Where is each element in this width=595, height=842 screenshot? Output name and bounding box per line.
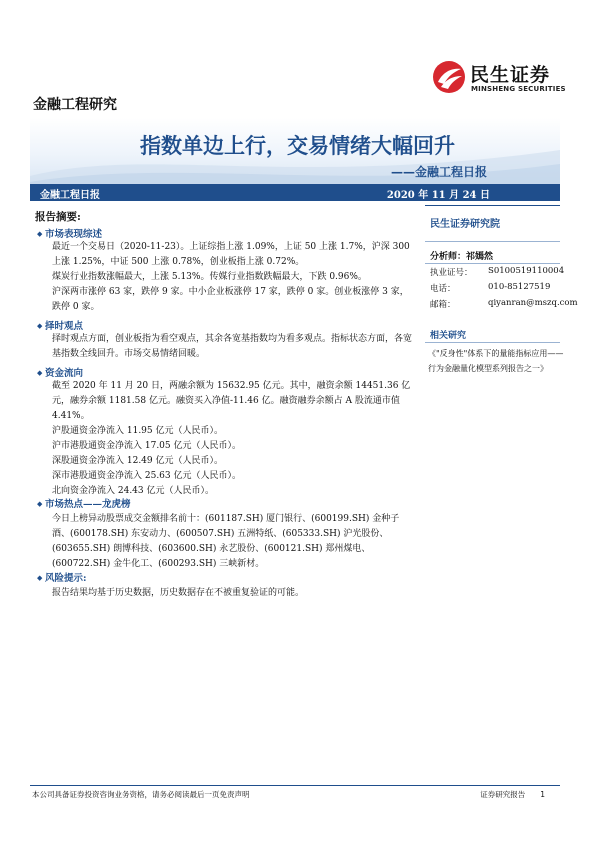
row-label: 邮箱：	[430, 300, 456, 310]
paragraph: 今日上榜异动股票成交金额排名前十：(601187.SH) 厦门银行、(600199.SH) 金种子酒、(600178.SH) 东安动力、(600507.SH) 五洲特纸、(605333.SH) 沪光股份、(603655.SH) 朗博科技、(603600.SH) 永艺股份、(600121.SH) 郑州煤电、(600722.SH) 金牛化工、(600293.SH) 三峡新材。	[52, 514, 400, 569]
paragraph: 最近一个交易日（2020-11-23）。上证综指上涨 1.09%，上证 50 上涨 1.7%，沪深 300 上涨 1.25%，中证 500 上涨 0.78%，创业板指上涨 0.72%。	[52, 242, 410, 267]
paragraph: 择时观点方面，创业板指为看空观点，其余各宽基指数均为看多观点。指标状态方面，各宽基指数全线回升。市场交易情绪回暖。	[52, 334, 413, 359]
related-report-link-continued[interactable]: 行为金融量化模型系列报告之一》	[428, 364, 548, 373]
analyst-name: 分析师：祁嫣然	[430, 252, 494, 262]
divider	[425, 205, 560, 206]
report-date: 2020 年 11 月 24 日	[386, 190, 490, 201]
row-label: 电话：	[430, 284, 456, 294]
report-type: 金融工程日报	[40, 190, 100, 201]
bullet-icon: ◆	[37, 229, 43, 238]
section-heading-hotspot: ◆ 市场热点——龙虎榜	[37, 499, 131, 510]
footer-divider	[30, 785, 560, 786]
section-body-risk	[52, 586, 412, 601]
section-body-fund-flow	[52, 379, 412, 499]
report-title: 指数单边上行，交易情绪大幅回升	[140, 134, 455, 158]
paragraph: 沪股通资金净流入 11.95 亿元（人民币）。	[52, 426, 223, 436]
summary-heading: 报告摘要:	[35, 211, 81, 223]
section-heading-market: ◆ 市场表现综述	[37, 229, 103, 240]
company-logo	[432, 60, 577, 100]
logo-english-name: MINSHENG SECURITIES	[471, 85, 566, 93]
section-heading-timing: ◆ 择时观点	[37, 321, 84, 332]
section-heading-risk: ◆ 风险提示:	[37, 573, 87, 584]
paragraph: 截至 2020 年 11 月 20 日，两融余额为 15632.95 亿元。其中，融资余额 14451.36 亿元，融券余额 1181.58 亿元。融资买入净值-11.46 亿。融资融券余额占 A 股流通市值 4.41%。	[52, 381, 411, 421]
paragraph: 深股通资金净流入 12.49 亿元（人民币）。	[52, 456, 223, 466]
analyst-license-row	[430, 266, 565, 278]
email-link[interactable]: qiyanran@mszq.com	[488, 298, 578, 308]
report-subtitle: ——金融工程日报	[390, 165, 487, 179]
section-heading-fund-flow: ◆ 资金流向	[37, 368, 84, 379]
related-research-heading: 相关研究	[430, 331, 467, 341]
report-info-bar	[30, 184, 560, 201]
minsheng-logo-icon	[432, 60, 466, 94]
paragraph: 沪深两市涨停 63 家，跌停 9 家。中小企业板涨停 17 家，跌停 0 家。创业板涨停 3 家，跌停 0 家。	[52, 287, 409, 312]
paragraph: 沪市港股通资金净流入 17.05 亿元（人民币）。	[52, 441, 241, 451]
section-body-hotspot	[52, 512, 412, 572]
bullet-icon: ◆	[37, 573, 43, 582]
analyst-phone-row	[430, 282, 551, 294]
section-body-market	[52, 240, 412, 315]
divider	[425, 342, 560, 343]
bullet-icon: ◆	[37, 368, 43, 377]
paragraph: 报告结果均基于历史数据，历史数据存在不被重复验证的可能。	[52, 588, 305, 598]
paragraph: 北向资金净流入 24.43 亿元（人民币）。	[52, 486, 214, 496]
footer-page-info: 证券研究报告 1	[480, 790, 545, 799]
row-value: S0100519110004	[488, 266, 565, 276]
divider	[425, 241, 560, 242]
analyst-email-row	[430, 298, 578, 310]
related-report-link[interactable]: 《"反身性"体系下的量能指标应用——	[428, 349, 564, 358]
paragraph: 煤炭行业指数涨幅最大，上涨 5.13%。传媒行业指数跌幅最大，下跌 0.96%。	[52, 272, 367, 282]
bullet-icon: ◆	[37, 321, 43, 330]
logo-chinese-name: 民生证券	[470, 64, 551, 86]
row-label: 执业证号：	[430, 268, 473, 278]
research-institute: 民生证券研究院	[430, 219, 500, 230]
row-value: 010-85127519	[488, 282, 551, 292]
footer-disclaimer: 本公司具备证券投资咨询业务资格，请务必阅读最后一页免责声明	[32, 790, 250, 799]
bullet-icon: ◆	[37, 499, 43, 508]
divider	[425, 263, 560, 264]
section-label: 金融工程研究	[33, 97, 117, 113]
section-body-timing	[52, 332, 412, 362]
paragraph: 深市港股通资金净流入 25.63 亿元（人民币）。	[52, 471, 241, 481]
